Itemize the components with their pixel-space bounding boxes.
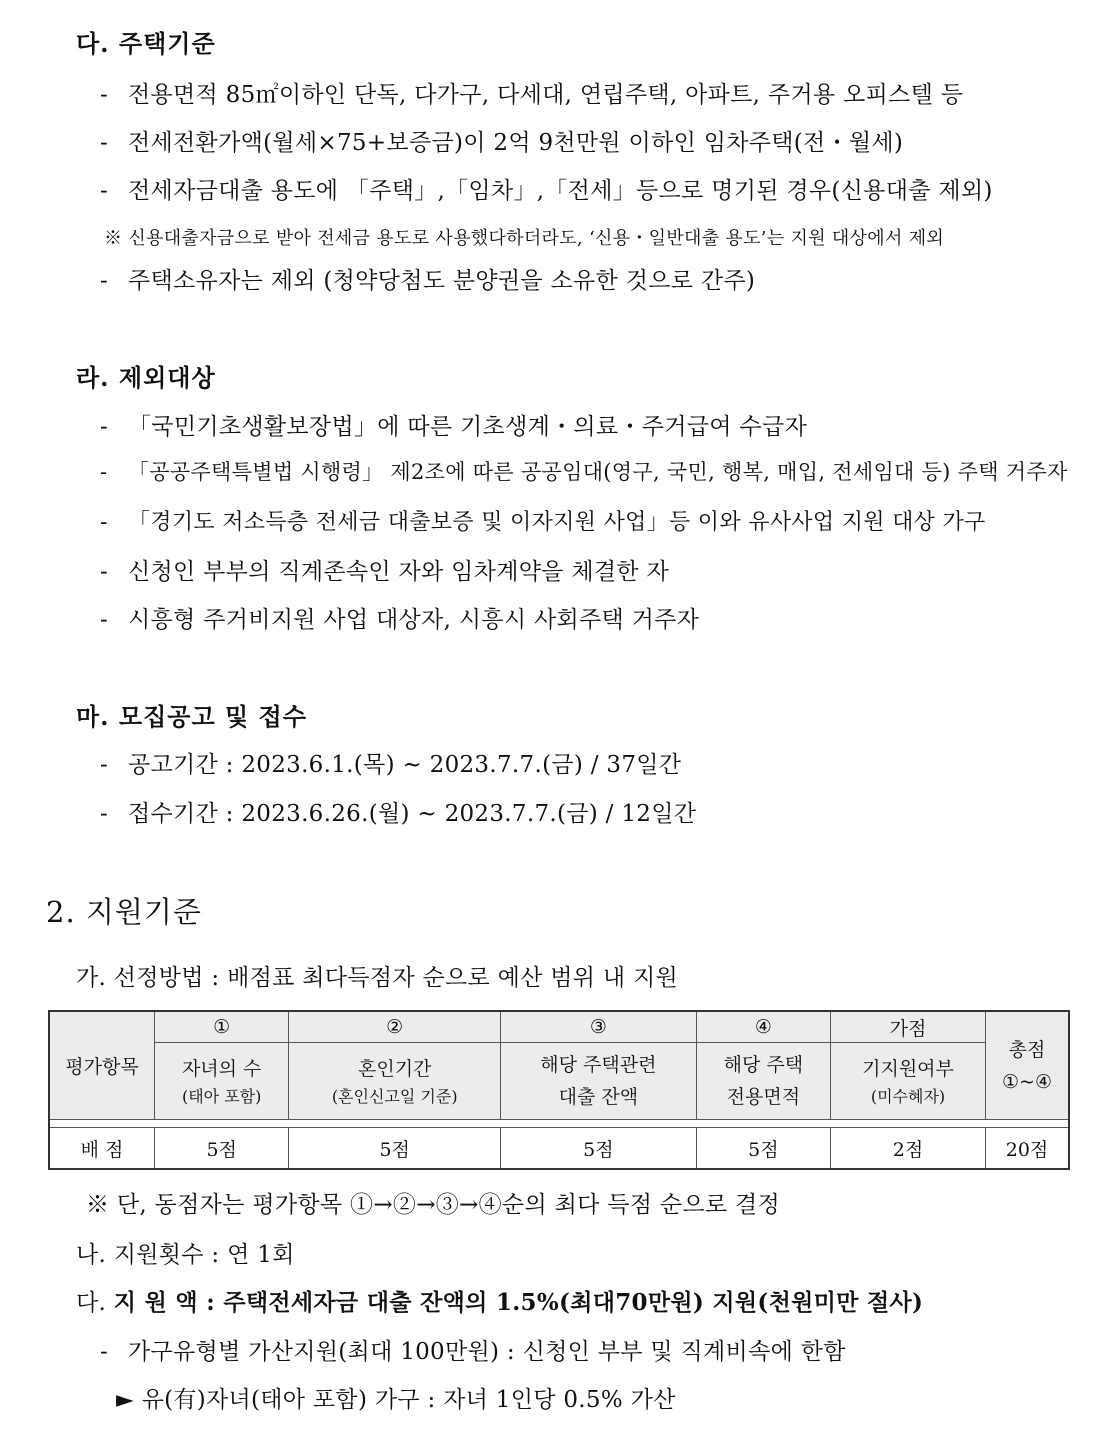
table-row-header: 평가항목: [49, 1011, 155, 1120]
table-cell-label: 배 점: [49, 1128, 155, 1170]
list-item: - 가구유형별 가산지원(최대 100만원) : 신청인 부부 및 직계비속에 한함: [100, 1339, 846, 1365]
note-text: ※ 신용대출자금으로 받아 전세금 용도로 사용했다하더라도, ‘신용・일반대출 용도’는 지원 대상에서 제외: [104, 228, 945, 249]
list-item: - 「경기도 저소득층 전세금 대출보증 및 이자지원 사업」등 이와 유사사업 지원 대상 가구: [100, 510, 986, 535]
table-cell: 20점: [986, 1128, 1070, 1170]
table-col-header: 해당 주택 전용면적: [696, 1043, 830, 1120]
list-item: - 접수기간 : 2023.6.26.(월) ~ 2023.7.7.(금) / 12일간: [100, 801, 697, 827]
support-count: 나. 지원횟수 : 연 1회: [76, 1242, 295, 1268]
list-item: - 전세전환가액(월세×75+보증금)이 2억 9천만원 이하인 임차주택(전・월세): [100, 130, 904, 156]
list-item: - 신청인 부부의 직계존속인 자와 임차계약을 체결한 자: [100, 559, 670, 585]
table-cell: 5점: [289, 1128, 501, 1170]
child-bonus: ► 유(有)자녀(태아 포함) 가구 : 자녀 1인당 0.5% 가산: [116, 1387, 676, 1413]
list-item: - 공고기간 : 2023.6.1.(목) ~ 2023.7.7.(금) / 37일간: [100, 752, 682, 778]
table-cell: 2점: [831, 1128, 986, 1170]
table-col-header: 자녀의 수 (태아 포함): [155, 1043, 289, 1120]
scoring-table: [48, 1010, 1070, 1170]
section-heading-housing-criteria: 다. 주택기준: [76, 29, 216, 58]
table-gap: [49, 1120, 1069, 1128]
section-heading-exclusions: 라. 제외대상: [76, 363, 216, 392]
table-col-header: 혼인기간 (혼인신고일 기준): [289, 1043, 501, 1120]
table-col-number: ①: [155, 1011, 289, 1043]
support-amount: 다. 지 원 액 : 주택전세자금 대출 잔액의 1.5%(최대70만원) 지원(천원미만 절사): [76, 1289, 924, 1316]
list-item: - 전용면적 85㎡이하인 단독, 다가구, 다세대, 연립주택, 아파트, 주거용 오피스텔 등: [100, 82, 964, 108]
table-col-header: 기지원여부 (미수혜자): [831, 1043, 986, 1120]
table-row: [49, 1128, 1069, 1170]
table-col-number: 가점: [831, 1011, 986, 1043]
table-cell: 5점: [501, 1128, 697, 1170]
selection-method: 가. 선정방법 : 배점표 최다득점자 순으로 예산 범위 내 지원: [76, 965, 679, 991]
section-title-support-criteria: 2. 지원기준: [46, 895, 202, 929]
section-heading-recruitment: 마. 모집공고 및 접수: [76, 702, 307, 731]
list-item: - 「공공주택특별법 시행령」 제2조에 따른 공공임대(영구, 국민, 행복, 매입, 전세임대 등) 주택 거주자: [100, 460, 1068, 484]
table-cell: 5점: [155, 1128, 289, 1170]
list-item: - 시흥형 주거비지원 사업 대상자, 시흥시 사회주택 거주자: [100, 607, 700, 633]
tie-break-note: ※ 단, 동점자는 평가항목 ①→②→③→④순의 최다 득점 순으로 결정: [86, 1192, 781, 1218]
table-col-number: ②: [289, 1011, 501, 1043]
list-item: - 주택소유자는 제외 (청약당첨도 분양권을 소유한 것으로 간주): [100, 268, 756, 294]
list-item: - 「국민기초생활보장법」에 따른 기초생계・의료・주거급여 수급자: [100, 414, 807, 440]
list-item: - 전세자금대출 용도에 「주택」,「임차」,「전세」등으로 명기된 경우(신용대출 제외): [100, 178, 993, 204]
table-col-number: ④: [696, 1011, 830, 1043]
table-total-header: 총점 ①~④: [986, 1011, 1070, 1120]
table-cell: 5점: [696, 1128, 830, 1170]
table-col-number: ③: [501, 1011, 697, 1043]
table-col-header: 해당 주택관련 대출 잔액: [501, 1043, 697, 1120]
